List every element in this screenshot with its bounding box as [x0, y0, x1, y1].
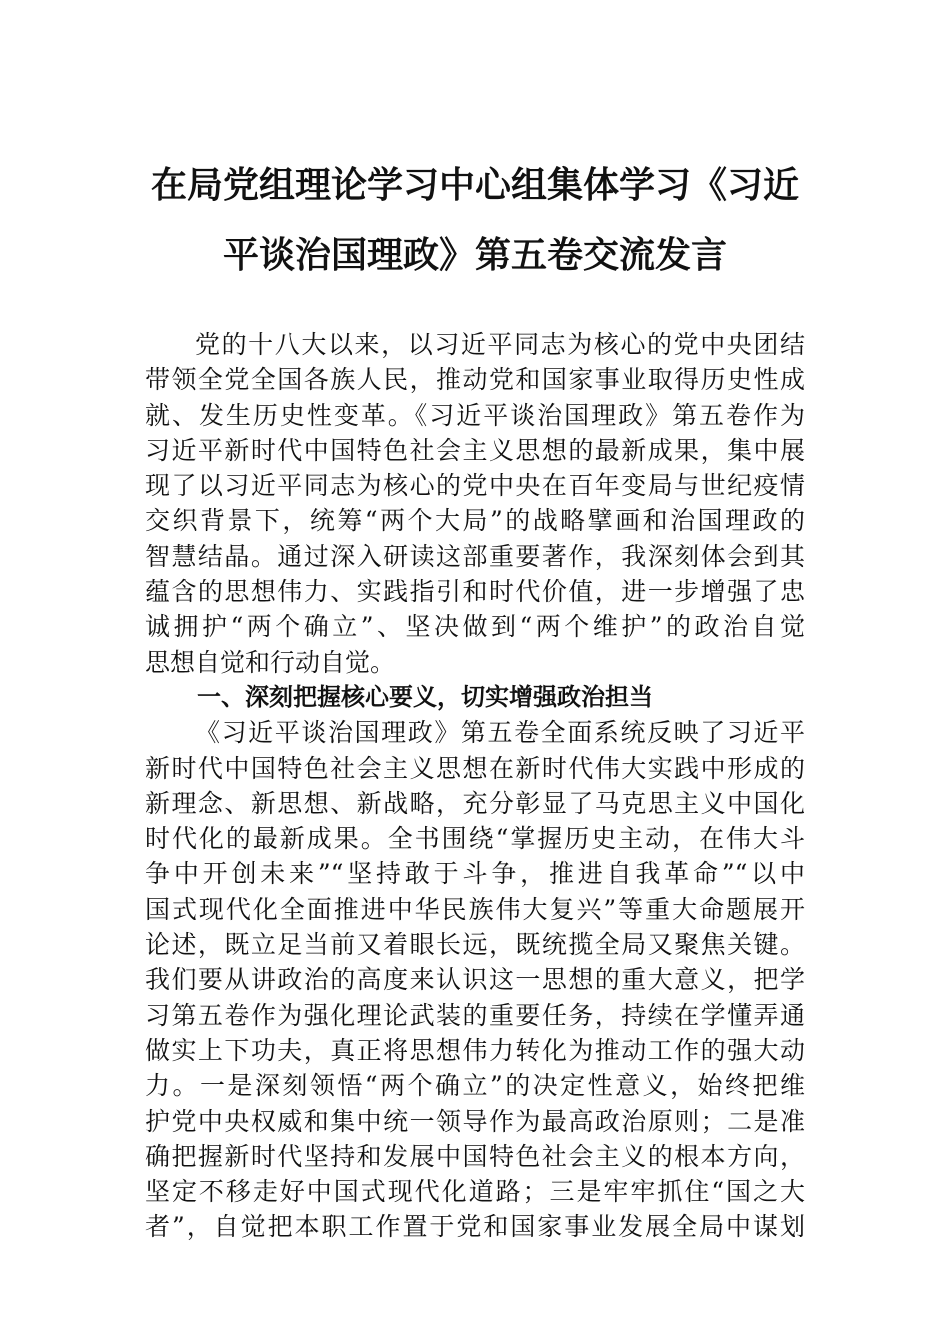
- text-line: 者”，自觉把本职工作置于党和国家事业发展全局中谋划: [145, 1212, 805, 1242]
- paragraph-intro: [145, 327, 805, 680]
- document-body: [145, 327, 805, 1245]
- text-line: 国式现代化全面推进中华民族伟大复兴”等重大命题展开: [145, 894, 805, 924]
- text-line: 新时代中国特色社会主义思想在新时代伟大实践中形成的: [145, 753, 805, 783]
- text-line: 确把握新时代坚持和发展中国特色社会主义的根本方向，: [145, 1141, 805, 1171]
- document-title-line-2: 平谈治国理政》第五卷交流发言: [222, 234, 727, 276]
- text-line: 护党中央权威和集中统一领导作为最高政治原则；二是准: [145, 1106, 805, 1136]
- text-line: 诚拥护“两个确立”、坚决做到“两个维护”的政治自觉: [145, 612, 805, 642]
- text-line: 力。一是深刻领悟“两个确立”的决定性意义，始终把维: [145, 1071, 805, 1101]
- text-line: 带领全党全国各族人民，推动党和国家事业取得历史性成: [145, 365, 805, 395]
- text-line: 思想自觉和行动自觉。: [145, 647, 396, 677]
- document-title-line-1: 在局党组理论学习中心组集体学习《习近: [150, 164, 799, 206]
- text-line: 时代化的最新成果。全书围绕“掌握历史主动，在伟大斗: [145, 824, 805, 854]
- section-heading-1: 一、深刻把握核心要义，切实增强政治担当: [197, 682, 653, 711]
- text-line: 交织背景下，统筹“两个大局”的战略擘画和治国理政的: [145, 506, 805, 536]
- text-line: 做实上下功夫，真正将思想伟力转化为推动工作的强大动: [145, 1035, 805, 1065]
- text-line: 习近平新时代中国特色社会主义思想的最新成果，集中展: [145, 435, 805, 465]
- text-line: 现了以习近平同志为核心的党中央在百年变局与世纪疫情: [145, 471, 805, 501]
- text-line: 党的十八大以来，以习近平同志为核心的党中央团结: [195, 330, 805, 359]
- text-line: 争中开创未来”“坚持敢于斗争，推进自我革命”“以中: [145, 859, 805, 889]
- text-line: 新理念、新思想、新战略，充分彰显了马克思主义中国化: [145, 788, 805, 818]
- text-line: 蕴含的思想伟力、实践指引和时代价值，进一步增强了忠: [145, 577, 805, 607]
- text-line: 智慧结晶。通过深入研读这部重要著作，我深刻体会到其: [145, 541, 805, 571]
- paragraph-section-1: [145, 715, 805, 1244]
- text-line: 论述，既立足当前又着眼长远，既统揽全局又聚焦关键。: [145, 930, 805, 960]
- text-line: 《习近平谈治国理政》第五卷全面系统反映了习近平: [195, 718, 805, 748]
- text-line: 坚定不移走好中国式现代化道路；三是牢牢抓住“国之大: [145, 1177, 805, 1207]
- text-line: 习第五卷作为强化理论武装的重要任务，持续在学懂弄通: [145, 1000, 805, 1030]
- text-line: 就、发生历史性变革。《习近平谈治国理政》第五卷作为: [145, 400, 805, 430]
- text-line: 我们要从讲政治的高度来认识这一思想的重大意义，把学: [145, 965, 805, 995]
